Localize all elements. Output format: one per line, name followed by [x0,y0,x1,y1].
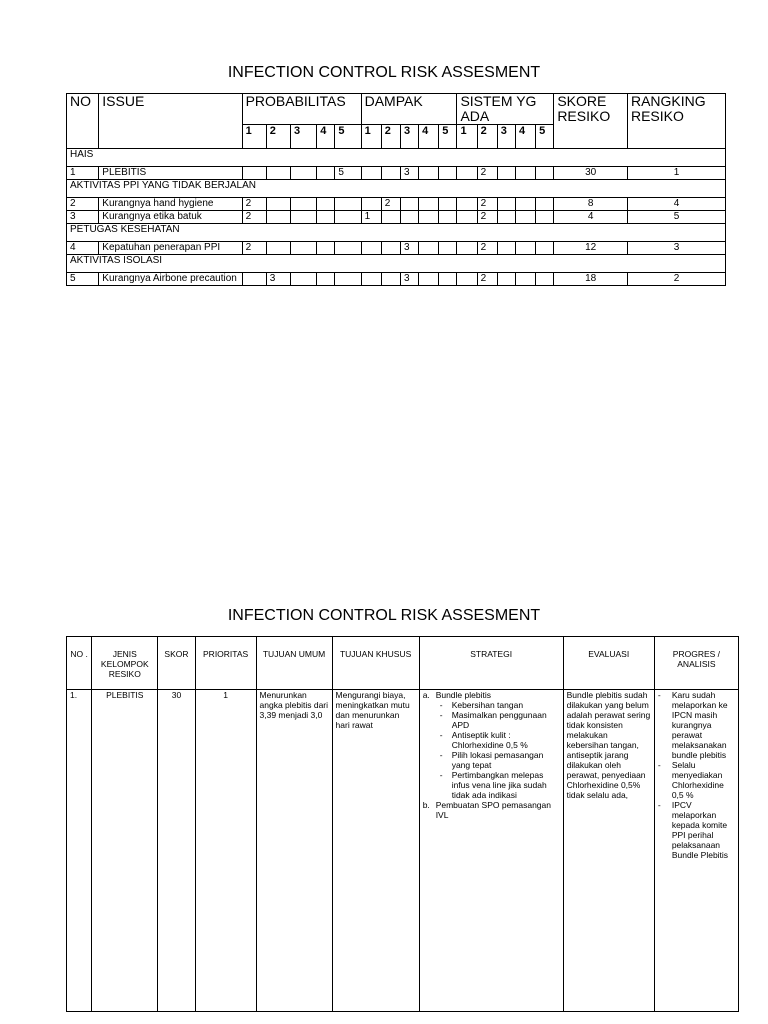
cell-prob-5 [335,211,361,224]
section-row [67,149,726,167]
cell-sistem-4 [515,242,535,255]
cell-dampak-5 [439,211,457,224]
table-row [67,273,726,286]
cell-dampak-3: 3 [400,273,418,286]
header-rangking-resiko: RANGKING RESIKO [627,94,725,149]
cell-sistem-3 [497,273,515,286]
list-item: - Kebersihan tangan [436,700,560,710]
cell-dampak-4 [419,198,439,211]
cell-dampak-2: 2 [381,198,400,211]
cell-progres [654,690,738,1012]
cell-dampak-5 [439,167,457,180]
list-item: - Masimalkan penggunaan APD [436,710,560,730]
cell-dampak-4 [419,242,439,255]
cell-prob-3 [290,167,316,180]
cell-dampak-1: 1 [361,211,381,224]
cell-dampak-3: 3 [400,167,418,180]
cell-skor: 12 [554,242,628,255]
header-strategi: STRATEGI [419,637,563,690]
list-item: - Pilih lokasi pemasangan yang tepat [436,750,560,770]
cell-prob-1 [242,273,266,286]
cell-jenis: PLEBITIS [92,690,158,1012]
header-issue: ISSUE [99,94,242,149]
cell-dampak-2 [381,167,400,180]
scale-prob-5: 5 [335,125,361,149]
strategy-marker-a: a. [422,690,430,700]
header-evaluasi: EVALUASI [563,637,654,690]
section-row [67,224,726,242]
cell-skor: 8 [554,198,628,211]
cell-prob-2 [266,242,290,255]
cell-prob-1: 2 [242,198,266,211]
cell-skor: 30 [158,690,196,1012]
strategy-item-a [423,690,560,800]
cell-dampak-4 [419,167,439,180]
cell-tujuan-umum: Menurunkan angka plebitis dari 3,39 menjadi 3,0 [256,690,332,1012]
cell-issue: Kurangnya etika batuk [99,211,242,224]
cell-sistem-2: 2 [477,198,497,211]
cell-sistem-1 [457,198,477,211]
cell-sistem-4 [515,211,535,224]
cell-prob-5 [335,198,361,211]
cell-prob-3 [290,211,316,224]
list-item: - Antiseptik kulit : Chlorhexidine 0,5 % [436,730,560,750]
cell-no: 5 [67,273,99,286]
cell-no: 2 [67,198,99,211]
progress-list [658,690,735,860]
table-row [67,167,726,180]
header-dampak: DAMPAK [361,94,457,125]
strategy-list [423,690,560,820]
cell-sistem-3 [497,211,515,224]
cell-sistem-4 [515,273,535,286]
scale-prob-4: 4 [317,125,335,149]
strategy-label-b: Pembuatan SPO pemasangan IVL [435,800,551,820]
header-skor: SKOR [158,637,196,690]
cell-dampak-3 [400,211,418,224]
cell-evaluasi: Bundle plebitis sudah dilakukan yang belum adalah perawat sering tidak konsisten melakukan kebersihan tangan, antiseptik jarang dilakukan oleh perawat, penyediaan Chlorhexidine 0,5% tidak selalu ada, [563,690,654,1012]
header-tujuan-umum: TUJUAN UMUM [256,637,332,690]
header-tujuan-khusus: TUJUAN KHUSUS [332,637,419,690]
cell-sistem-3 [497,167,515,180]
cell-sistem-1 [457,242,477,255]
cell-dampak-4 [419,211,439,224]
cell-prob-5 [335,273,361,286]
cell-dampak-4 [419,273,439,286]
cell-no: 3 [67,211,99,224]
scale-dampak-4: 4 [419,125,439,149]
cell-sistem-2: 2 [477,167,497,180]
cell-skor: 30 [554,167,628,180]
cell-strategi [419,690,563,1012]
cell-prob-3 [290,242,316,255]
cell-prob-1: 2 [242,242,266,255]
strategy-label-a: Bundle plebitis [435,690,491,700]
list-item: - Pertimbangkan melepas infus vena line jika sudah tidak ada indikasi [436,770,560,800]
cell-issue: Kepatuhan penerapan PPI [99,242,242,255]
section-row [67,180,726,198]
cell-rank: 3 [627,242,725,255]
cell-rank: 2 [627,273,725,286]
cell-prioritas: 1 [195,690,256,1012]
header-no: NO . [67,637,92,690]
cell-dampak-5 [439,242,457,255]
cell-sistem-4 [515,167,535,180]
cell-sistem-3 [497,198,515,211]
cell-prob-4 [317,242,335,255]
cell-prob-2 [266,198,290,211]
scale-prob-1: 1 [242,125,266,149]
header-progres-analisis: PROGRES / ANALISIS [654,637,738,690]
scale-dampak-2: 2 [381,125,400,149]
risk-plan-table [66,636,739,1012]
cell-sistem-5 [536,211,554,224]
list-item: - Selalu menyediakan Chlorhexidine 0,5 % [658,760,735,800]
table-row [67,198,726,211]
cell-dampak-1 [361,167,381,180]
cell-no: 4 [67,242,99,255]
cell-sistem-2: 2 [477,273,497,286]
strategy-item-b [423,800,560,820]
cell-dampak-1 [361,198,381,211]
cell-prob-2: 3 [266,273,290,286]
cell-sistem-1 [457,273,477,286]
cell-prob-5: 5 [335,167,361,180]
cell-prob-5 [335,242,361,255]
section-row [67,255,726,273]
header-probabilitas: PROBABILITAS [242,94,361,125]
cell-prob-4 [317,211,335,224]
cell-issue: Kurangnya hand hygiene [99,198,242,211]
cell-dampak-2 [381,242,400,255]
cell-rank: 4 [627,198,725,211]
cell-prob-3 [290,198,316,211]
cell-sistem-4 [515,198,535,211]
cell-issue: Kurangnya Airbone precaution [99,273,242,286]
scale-prob-3: 3 [290,125,316,149]
scale-sistem-1: 1 [457,125,477,149]
risk-assessment-table [66,93,726,286]
cell-prob-4 [317,273,335,286]
scale-dampak-3: 3 [400,125,418,149]
page-title-risk-plan: INFECTION CONTROL RISK ASSESMENT [227,607,541,624]
strategy-sublist [436,700,560,800]
cell-dampak-3: 3 [400,242,418,255]
cell-sistem-2: 2 [477,211,497,224]
cell-no: 1 [67,167,99,180]
scale-sistem-2: 2 [477,125,497,149]
section-label: AKTIVITAS ISOLASI [67,255,726,273]
cell-dampak-2 [381,273,400,286]
cell-prob-1 [242,167,266,180]
cell-sistem-5 [536,242,554,255]
cell-prob-4 [317,198,335,211]
cell-sistem-3 [497,242,515,255]
header-sistem: SISTEM YG ADA [457,94,554,125]
cell-sistem-2: 2 [477,242,497,255]
scale-sistem-4: 4 [515,125,535,149]
scale-dampak-1: 1 [361,125,381,149]
header-no: NO [67,94,99,149]
section-label: HAIS [67,149,726,167]
cell-dampak-5 [439,198,457,211]
cell-prob-4 [317,167,335,180]
cell-skor: 18 [554,273,628,286]
cell-rank: 5 [627,211,725,224]
cell-dampak-5 [439,273,457,286]
cell-no: 1. [67,690,92,1012]
cell-prob-3 [290,273,316,286]
list-item: - IPCV melaporkan kepada komite PPI perihal pelaksanaan Bundle Plebitis [658,800,735,860]
scale-prob-2: 2 [266,125,290,149]
header-skore-resiko: SKORE RESIKO [554,94,628,149]
scale-dampak-5: 5 [439,125,457,149]
section-label: AKTIVITAS PPI YANG TIDAK BERJALAN [67,180,726,198]
cell-rank: 1 [627,167,725,180]
cell-dampak-1 [361,273,381,286]
cell-sistem-1 [457,211,477,224]
list-item: - Karu sudah melaporkan ke IPCN masih kurangnya perawat melaksanakan bundle plebitis [658,690,735,760]
cell-skor: 4 [554,211,628,224]
cell-tujuan-khusus: Mengurangi biaya, meningkatkan mutu dan menurunkan hari rawat [332,690,419,1012]
header-jenis-kelompok-resiko: JENIS KELOMPOK RESIKO [92,637,158,690]
scale-sistem-5: 5 [536,125,554,149]
strategy-marker-b: b. [422,800,430,810]
cell-sistem-5 [536,198,554,211]
page-title-risk-assessment: INFECTION CONTROL RISK ASSESMENT [227,64,541,81]
section-label: PETUGAS KESEHATAN [67,224,726,242]
cell-prob-2 [266,211,290,224]
table-row [67,242,726,255]
table-row [67,690,739,1012]
header-prioritas: PRIORITAS [195,637,256,690]
cell-sistem-5 [536,167,554,180]
cell-sistem-5 [536,273,554,286]
cell-prob-2 [266,167,290,180]
cell-prob-1: 2 [242,211,266,224]
cell-dampak-3 [400,198,418,211]
scale-sistem-3: 3 [497,125,515,149]
cell-dampak-2 [381,211,400,224]
cell-issue: PLEBITIS [99,167,242,180]
cell-dampak-1 [361,242,381,255]
table-row [67,211,726,224]
cell-sistem-1 [457,167,477,180]
